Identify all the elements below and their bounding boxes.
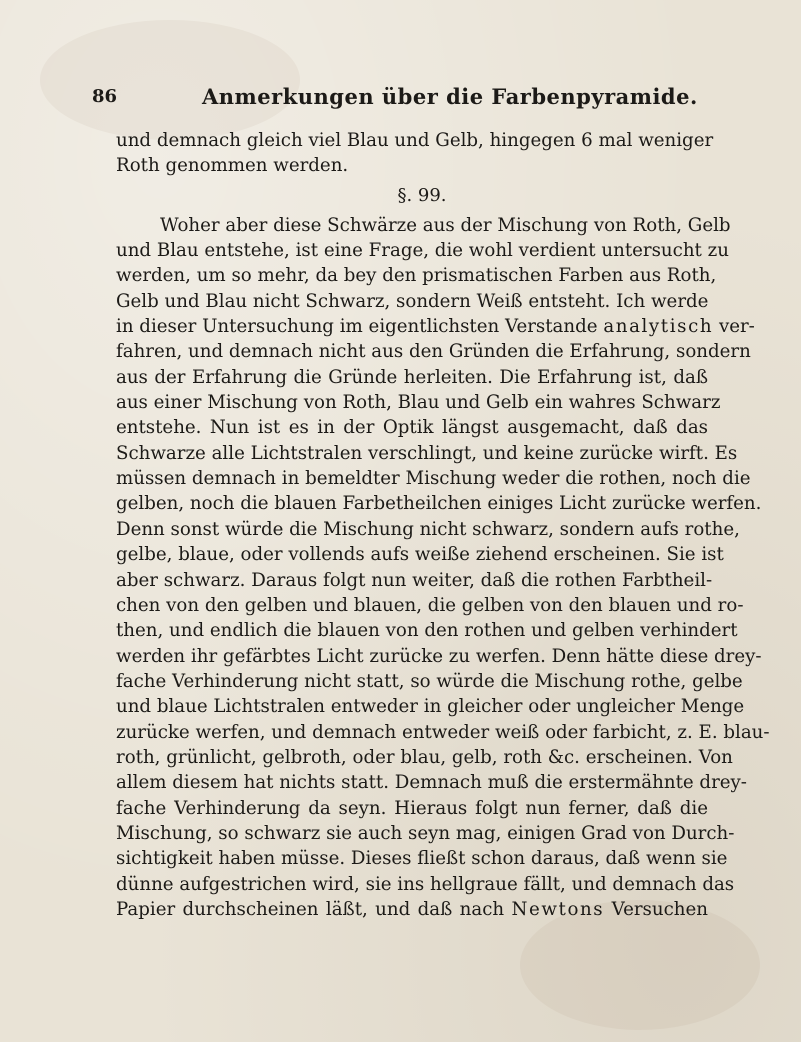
text-run: fache Verhinderung da seyn. Hieraus folgt nun ferner, daß die xyxy=(116,797,708,819)
section-number: §. 99. xyxy=(397,184,447,206)
text-line xyxy=(116,289,708,314)
text-run: aus einer Mischung von Roth, Blau und Gelb ein wahres Schwarz xyxy=(116,392,721,414)
text-line xyxy=(116,644,762,669)
text-run: sichtigkeit haben müsse. Dieses fließt schon daraus, daß wenn sie xyxy=(116,848,728,870)
text-run: dünne aufgestrichen wird, sie ins hellgraue fällt, und demnach das xyxy=(116,873,735,895)
text-run: Schwarze alle Lichtstralen verschlingt, und keine zurücke wirft. Es xyxy=(116,442,738,464)
paragraph xyxy=(116,213,770,923)
body-text xyxy=(116,128,770,922)
text-line xyxy=(116,694,745,719)
text-line xyxy=(116,542,724,567)
text-line xyxy=(116,441,738,466)
running-head xyxy=(92,86,711,116)
text-line: und demnach gleich viel Blau und Gelb, hingegen 6 mal weniger xyxy=(116,130,714,151)
text-run: Denn sonst würde die Mischung nicht schwarz, sondern aufs rothe, xyxy=(116,518,740,540)
text-line xyxy=(116,770,747,795)
page-number: 86 xyxy=(92,86,118,107)
text-line xyxy=(116,466,751,491)
text-run: gelbe, blaue, oder vollends aufs weiße ziehend erscheinen. Sie ist xyxy=(116,544,724,566)
text-line xyxy=(116,897,708,922)
text-line xyxy=(116,593,744,618)
text-line xyxy=(116,796,708,821)
text-run: roth, grünlicht, gelbroth, oder blau, gelb, roth &c. erscheinen. Von xyxy=(116,746,733,768)
running-title: Anmerkungen über die Farbenpyramide. xyxy=(202,84,698,109)
emphasized-word: Newtons xyxy=(511,898,605,920)
paper-stain xyxy=(40,20,300,140)
text-line xyxy=(116,491,762,516)
text-line xyxy=(116,618,738,643)
text-line xyxy=(116,669,743,694)
text-run: Mischung, so schwarz sie auch seyn mag, einigen Grad von Durch- xyxy=(116,822,735,844)
text-line xyxy=(116,263,717,288)
text-line xyxy=(116,415,708,440)
text-run: werden ihr gefärbtes Licht zurücke zu werfen. Denn hätte diese drey- xyxy=(116,645,762,667)
text-line xyxy=(116,314,755,339)
text-run: in dieser Untersuchung im eigentlichsten Verstande xyxy=(116,316,604,338)
text-line xyxy=(116,213,731,238)
text-run: fache Verhinderung nicht statt, so würde die Mischung rothe, gelbe xyxy=(116,670,743,692)
text-run: then, und endlich die blauen von den rothen und gelben verhindert xyxy=(116,620,738,642)
emphasized-word: analytisch xyxy=(603,316,714,338)
text-run: Woher aber diese Schwärze aus der Mischung von Roth, Gelb xyxy=(160,214,731,236)
text-run: und Blau entstehe, ist eine Frage, die wohl verdient untersucht zu xyxy=(116,240,729,262)
text-line xyxy=(116,390,721,415)
text-run: chen von den gelben und blauen, die gelben von den blauen und ro- xyxy=(116,594,744,616)
text-line xyxy=(116,745,733,770)
text-run: Gelb und Blau nicht Schwarz, sondern Weiß entsteht. Ich werde xyxy=(116,290,709,312)
text-run: gelben, noch die blauen Farbetheilchen einiges Licht zurücke werfen. xyxy=(116,493,762,515)
text-run: fahren, und demnach nicht aus den Gründen die Erfahrung, sondern xyxy=(116,341,751,363)
text-line xyxy=(116,238,729,263)
text-run: werden, um so mehr, da bey den prismatischen Farben aus Roth, xyxy=(116,265,717,287)
text-line: Roth genommen werden. xyxy=(116,155,349,177)
text-run: Papier durchscheinen läßt, und daß nach xyxy=(116,898,512,920)
text-line xyxy=(116,846,728,871)
text-run: allem diesem hat nichts statt. Demnach muß die erstermähnte drey- xyxy=(116,772,747,794)
text-line xyxy=(116,517,740,542)
text-run: Versuchen xyxy=(604,898,708,920)
text-run: aus der Erfahrung die Gründe herleiten. Die Erfahrung ist, daß xyxy=(116,366,708,388)
text-run: müssen demnach in bemeldter Mischung weder die rothen, noch die xyxy=(116,468,751,490)
text-run: zurücke werfen, und demnach entweder weiß oder farbicht, z. E. blau- xyxy=(116,721,770,743)
text-line xyxy=(116,339,751,364)
text-run: entstehe. Nun ist es in der Optik längst ausgemacht, daß das xyxy=(116,417,708,439)
text-line xyxy=(116,821,735,846)
text-line xyxy=(116,365,708,390)
text-line xyxy=(116,720,770,745)
text-line xyxy=(116,568,713,593)
text-run: ver- xyxy=(713,316,755,338)
text-run: aber schwarz. Daraus folgt nun weiter, daß die rothen Farbtheil- xyxy=(116,569,713,591)
text-line xyxy=(116,872,735,897)
text-run: und blaue Lichtstralen entweder in gleicher oder ungleicher Menge xyxy=(116,696,745,718)
